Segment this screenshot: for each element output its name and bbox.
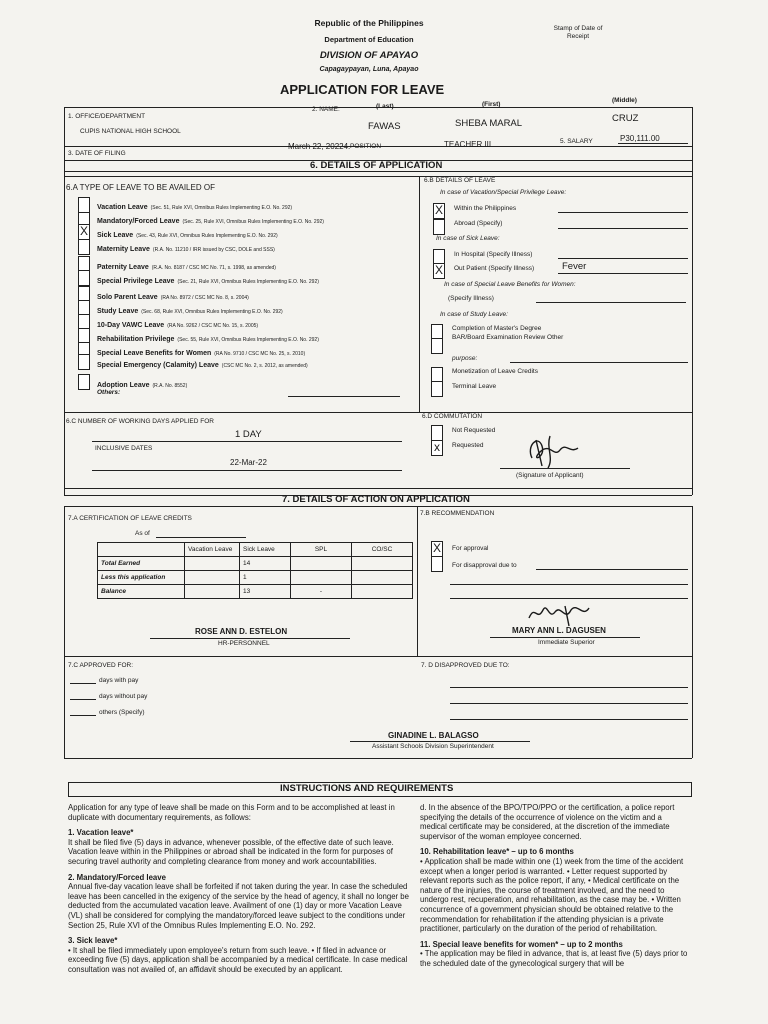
specify-illness-label: (Specify Illness) xyxy=(448,295,494,302)
section7c-title: 7.C APPROVED FOR: xyxy=(68,662,134,669)
section6-title: 6. DETAILS OF APPLICATION xyxy=(310,160,443,171)
for-approval-label: For approval xyxy=(452,545,489,552)
leave-type-reference: (Sec. 43, Rule XVI, Omnibus Rules Implementing E.O. No. 292) xyxy=(136,233,278,239)
leave-type-label: Special Privilege Leave xyxy=(97,278,175,285)
table-cell: 1 xyxy=(240,571,291,585)
table-header-cell xyxy=(98,543,185,557)
position-label: POSITION xyxy=(350,143,382,150)
sick-caption: In case of Sick Leave: xyxy=(436,235,500,242)
within-ph-checkbox[interactable]: X xyxy=(434,203,443,217)
date-filing-value: March 22, 20224. xyxy=(288,142,351,151)
leave-type-checkbox[interactable] xyxy=(78,354,90,370)
leave-type-checkbox[interactable] xyxy=(78,197,90,213)
leave-type-reference: (Sec. 51, Rule XVI, Omnibus Rules Implementing E.O. No. 292) xyxy=(150,205,293,211)
table-cell xyxy=(291,557,352,571)
section6d-title: 6.D COMMUTATION xyxy=(422,413,483,420)
instructions-left-column xyxy=(68,803,410,981)
office-label: 1. OFFICE/DEPARTMENT xyxy=(68,113,146,120)
form-title: APPLICATION FOR LEAVE xyxy=(280,82,445,97)
table-cell xyxy=(291,571,352,585)
table-cell: Balance xyxy=(98,585,185,599)
superior-signature xyxy=(525,600,595,628)
leave-type-reference: (Sec. 68, Rule XVI, Omnibus Rules Implementing E.O. No. 292) xyxy=(141,309,283,315)
leave-type-label: Mandatory/Forced Leave xyxy=(97,218,180,225)
vacation-caption: In case of Vacation/Special Privilege Leave: xyxy=(440,189,567,196)
table-cell: - xyxy=(291,585,352,599)
instruction-title: 2. Mandatory/Forced leave xyxy=(68,872,166,882)
instruction-body: • Application shall be made within one (1) week from the time of the accident except when a longer period is warranted. • Letter request supported by relevant reports such as the police report, if any, • Medical certificate on the nature of the injuries, the course of treatment involved, and the need to undergo rest, recuperation, and rehabilitation, as the case may be. • Written concurrence of a government physician should be obtained relative to the recommendation for rehabilitation if the attending physician is a private practitioner, particularly on the duration of the period of rehabilitation. xyxy=(420,856,684,934)
table-cell xyxy=(185,585,240,599)
women-caption: In case of Special Leave Benefits for Women: xyxy=(444,281,576,288)
section7-title: 7. DETAILS OF ACTION ON APPLICATION xyxy=(282,494,470,505)
salary-label: 5. SALARY xyxy=(560,138,593,145)
first-name-label: (First) xyxy=(482,101,501,108)
leave-type-checkbox[interactable] xyxy=(78,270,90,286)
office-value: CUPIS NATIONAL HIGH SCHOOL xyxy=(80,128,181,135)
table-cell xyxy=(352,585,413,599)
leave-type-item xyxy=(97,354,308,372)
section7a-title: 7.A CERTIFICATION OF LEAVE CREDITS xyxy=(68,515,192,522)
instructions-right-column xyxy=(420,803,690,975)
table-cell: 14 xyxy=(240,557,291,571)
inclusive-dates-value: 22-Mar-22 xyxy=(230,458,267,467)
leave-type-reference: (RA No. 9262 / CSC MC No. 15, s. 2005) xyxy=(167,323,259,329)
table-header-cell: CO/SC xyxy=(352,543,413,557)
hr-name: ROSE ANN D. ESTELON xyxy=(195,627,288,636)
leave-type-checkbox[interactable] xyxy=(78,374,90,390)
bar-review-label: BAR/Board Examination Review Other xyxy=(452,334,564,341)
leave-type-label: 10-Day VAWC Leave xyxy=(97,322,165,329)
applicant-signature xyxy=(520,428,590,472)
for-disapproval-checkbox[interactable] xyxy=(431,556,443,572)
leave-type-label: Solo Parent Leave xyxy=(97,294,158,301)
table-header-row xyxy=(98,543,413,557)
instruction-body: • It shall be filed immediately upon employee's return from such leave. • If filed in advance or exceeding five (5) days, application shall be accompanied by a medical certificate. In case medical consultation was not availed of, an affidavit should be executed by an applicant. xyxy=(68,945,408,974)
section6c-title: 6.C NUMBER OF WORKING DAYS APPLIED FOR xyxy=(66,418,214,425)
leave-type-label: Special Emergency (Calamity) Leave xyxy=(97,362,219,369)
leave-type-label: Sick Leave xyxy=(97,232,134,239)
leave-type-item xyxy=(97,238,275,256)
masters-label: Completion of Master's Degree xyxy=(452,325,542,332)
leave-type-label: Rehabilitation Privilege xyxy=(97,336,175,343)
instructions-title: INSTRUCTIONS AND REQUIREMENTS xyxy=(280,783,454,794)
leave-type-reference: (RA No. 8972 / CSC MC No. 8, s. 2004) xyxy=(160,295,249,301)
others-specify-label: others (Specify) xyxy=(99,709,145,716)
leave-type-label: Adoption Leave xyxy=(97,382,150,389)
days-with-pay-label: days with pay xyxy=(99,677,139,684)
table-cell: Total Earned xyxy=(98,557,185,571)
not-requested-checkbox[interactable] xyxy=(431,425,443,441)
inclusive-dates-label: INCLUSIVE DATES xyxy=(95,445,153,452)
instruction-body: It shall be filed five (5) days in advance, whenever possible, of the effective date of such leave. Vacation leave within in the Philippines or abroad shall be indicated in the form for purposes of securing travel authority and completing clearance from money and work accountabilities. xyxy=(68,837,394,866)
section7b-title: 7.B RECOMMENDATION xyxy=(420,510,495,517)
leave-type-reference: (Sec. 25, Rule XVI, Omnibus Rules Implementing E.O. No. 292) xyxy=(182,219,324,225)
superior-name: MARY ANN L. DAGUSEN xyxy=(512,626,606,635)
within-ph-label: Within the Philippines xyxy=(454,205,517,212)
applicant-signature-label: (Signature of Applicant) xyxy=(516,472,584,479)
instruction-body: d. In the absence of the BPO/TPO/PPO or the certification, a police report specifying the details of the occurrence of violence on the victim and a medical certificate may be considered, at the discretion of the immediate supervisor of the woman employee concerned. xyxy=(420,803,675,841)
out-patient-checkbox[interactable]: X xyxy=(434,263,443,277)
date-filing-label: 3. DATE OF FILING xyxy=(68,150,126,157)
instruction-item xyxy=(68,803,410,822)
others-label: Others: xyxy=(97,389,121,396)
leave-type-reference: (R.A. No. 8187 / CSC MC No. 71, s. 1998, as amended) xyxy=(151,265,276,271)
instruction-body: Annual five-day vacation leave shall be forfeited if not taken during the year. In case the scheduled leave has been cancelled in the exigency of the service by the head of agency, it shall no longer be deducted from the accumulated vacation leave. Availment of one (1) day or more Vacation Leave (VL) shall be considered for complying the mandatory/forced leave subject to the conditions under Section 25, Rule XVI of the Omnibus Rules Implementing E.O. No. 292. xyxy=(68,882,409,930)
asds-title: Assistant Schools Division Superintendent xyxy=(372,743,494,750)
days-without-pay-label: days without pay xyxy=(99,693,148,700)
table-cell: 13 xyxy=(240,585,291,599)
out-patient-label: Out Patient (Specify Illness) xyxy=(454,265,535,272)
leave-type-label: Study Leave xyxy=(97,308,139,315)
table-cell xyxy=(185,557,240,571)
table-row xyxy=(98,585,413,599)
asds-name: GINADINE L. BALAGSO xyxy=(388,731,479,740)
leave-type-label: Paternity Leave xyxy=(97,264,149,271)
instruction-title: 10. Rehabilitation leave* – up to 6 months xyxy=(420,847,574,857)
table-cell xyxy=(185,571,240,585)
monetization-label: Monetization of Leave Credits xyxy=(452,368,538,375)
salary-value: P30,111.00 xyxy=(620,134,660,143)
address-text: Capagaypayan, Luna, Apayao xyxy=(319,66,419,73)
middle-name-label: (Middle) xyxy=(612,97,637,104)
last-name-value: FAWAS xyxy=(368,121,401,132)
republic-text: Republic of the Philippines xyxy=(314,18,424,28)
instruction-title: 1. Vacation leave* xyxy=(68,828,134,838)
leave-type-label: Vacation Leave xyxy=(97,204,148,211)
instruction-body: Application for any type of leave shall be made on this Form and to be accomplished at least in duplicate with documentary requirements, as follows: xyxy=(68,803,395,822)
abroad-checkbox[interactable] xyxy=(433,219,445,235)
abroad-label: Abroad (Specify) xyxy=(454,220,503,227)
table-cell xyxy=(352,571,413,585)
hr-title: HR-PERSONNEL xyxy=(218,640,270,647)
leave-type-checkbox[interactable] xyxy=(78,239,90,255)
leave-credits-table xyxy=(97,542,413,599)
section6a-title: 6.A TYPE OF LEAVE TO BE AVAILED OF xyxy=(66,183,215,192)
leave-type-reference: (CSC MC No. 2, s. 2012, as amended) xyxy=(221,363,308,369)
table-row xyxy=(98,571,413,585)
middle-name-value: CRUZ xyxy=(612,113,639,124)
leave-type-reference: (RA No. 9710 / CSC MC No. 25, s. 2010) xyxy=(214,351,306,357)
leave-type-checkbox[interactable]: X xyxy=(79,224,88,238)
table-header-cell: SPL xyxy=(291,543,352,557)
section6b-title: 6.B DETAILS OF LEAVE xyxy=(424,177,496,184)
instruction-title: 3. Sick leave* xyxy=(68,936,118,946)
leave-type-reference: (R.A. No. 11210 / IRR issued by CSC, DOLE and SSS) xyxy=(152,247,275,253)
terminal-label: Terminal Leave xyxy=(452,383,497,390)
illness-value: Fever xyxy=(562,261,587,272)
superior-title: Immediate Superior xyxy=(538,639,595,646)
not-requested-label: Not Requested xyxy=(452,427,496,434)
bar-review-checkbox[interactable] xyxy=(431,338,443,354)
division-text: DIVISION OF APAYAO xyxy=(319,50,419,61)
table-cell xyxy=(352,557,413,571)
leave-type-reference: (R.A. No. 8552) xyxy=(152,383,188,389)
working-days-value: 1 DAY xyxy=(235,429,262,440)
first-name-value: SHEBA MARAL xyxy=(455,118,523,129)
terminal-checkbox[interactable] xyxy=(431,381,443,397)
leave-type-label: Special Leave Benefits for Women xyxy=(97,350,212,357)
table-row xyxy=(98,557,413,571)
table-header-cell: Sick Leave xyxy=(240,543,291,557)
table-cell: Less this application xyxy=(98,571,185,585)
department-text: Department of Education xyxy=(324,35,414,44)
as-of-label: As of xyxy=(135,530,150,537)
leave-type-label: Maternity Leave xyxy=(97,246,150,253)
last-name-label: (Last) xyxy=(376,103,394,110)
section7d-title: 7. D DISAPPROVED DUE TO: xyxy=(421,662,510,669)
requested-label: Requested xyxy=(452,442,484,449)
requested-checkbox[interactable]: x xyxy=(431,440,443,456)
position-value: TEACHER III xyxy=(444,140,492,149)
instruction-body: • The application may be filed in advance, that is, at least five (5) days prior to the scheduled date of the gynecological surgery that will be xyxy=(420,949,688,968)
leave-type-reference: (Sec. 55, Rule XVI, Omnibus Rules Implementing E.O. No. 292) xyxy=(177,337,319,343)
leave-type-reference: (Sec. 21, Rule XVI, Omnibus Rules Implementing E.O. No. 292) xyxy=(177,279,319,285)
in-hospital-label: In Hospital (Specify Illness) xyxy=(454,251,533,258)
for-disapproval-label: For disapproval due to xyxy=(452,562,517,569)
instruction-title: 11. Special leave benefits for women* – up to 2 months xyxy=(420,939,623,949)
purpose-label: purpose: xyxy=(452,355,478,362)
study-caption: In case of Study Leave: xyxy=(440,311,508,318)
stamp-receipt-label: Stamp of Date of Receipt xyxy=(553,25,603,40)
name-label: 2. NAME: xyxy=(312,106,340,113)
table-header-cell: Vacation Leave xyxy=(185,543,240,557)
for-approval-checkbox[interactable]: X xyxy=(432,541,441,555)
